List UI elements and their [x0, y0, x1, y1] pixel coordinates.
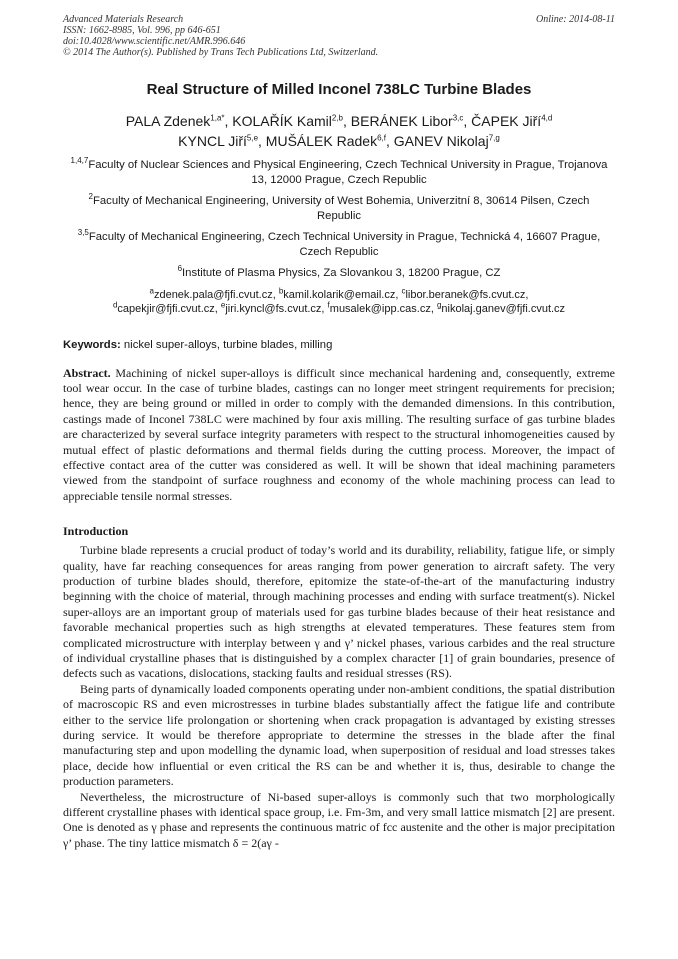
abstract-text: Machining of nickel super-alloys is difficult since mechanical hardening and, consequently, extreme tool wear occur. In the case of turbine blades, castings can no longer meet stringent requirements for precision; hence, they are being ground or milled in order to comply with the demanded dimensions. In this contribution, castings made of Inconel 738LC were machined by four axis milling. The resulting surface of gas turbine blades are characterized by several surface integrity parameters with respect to the structural inhomogeneities caused by mutual effect of plastic deformations and thermal fields during the cutting process. Moreover, the impact of effective contact area of the cutter was considered as well. It will be shown that ideal machining parameters viewed from the standpoint of surface roughness and economy of the whole machining process can lead to appreciable tensile normal stresses. — [63, 365, 615, 503]
section-heading-introduction: Introduction — [63, 524, 129, 539]
online-date: Online: 2014-08-11 — [536, 14, 615, 25]
email-sup: b — [278, 285, 284, 295]
email-sup: a — [149, 285, 154, 295]
author-separator: , — [343, 113, 351, 129]
doi-line: doi:10.4028/www.scientific.net/AMR.996.646 — [63, 36, 246, 47]
affiliation-sup: 3,5 — [77, 228, 89, 238]
author-name: ČAPEK Jiří — [471, 113, 542, 129]
affiliation — [63, 158, 615, 187]
author-line-2 — [63, 131, 615, 151]
keywords-label: Keywords: — [63, 338, 121, 351]
author-name: KOLAŘÍK Kamil — [232, 113, 332, 129]
author-sup: 1,a* — [210, 113, 225, 123]
email-address: libor.beranek@fs.cvut.cz, — [405, 288, 529, 301]
author-separator: , — [224, 113, 233, 129]
email-list — [63, 285, 615, 317]
intro-paragraph: Nevertheless, the microstructure of Ni-based super-alloys is commonly such that two morphologically different crystalline phases with identical space group, i.e. Fm-3m, and very small lattice mismatch [2] are present. One is denoted as γ phase and represents the continuous matric of fcc austenite and the other is major precipitation γ’ phase. The tiny lattice mismatch δ = 2(aγ - — [63, 789, 615, 850]
affiliation-list — [63, 158, 615, 281]
email-address: nikolaj.ganev@fjfi.cvut.cz — [441, 303, 566, 315]
author-sup: 5,e — [246, 133, 259, 143]
introduction-body — [63, 543, 615, 851]
email-line-2 — [63, 302, 615, 317]
email-address: musalek@ipp.cas.cz, — [329, 303, 437, 315]
keywords-text: nickel super-alloys, turbine blades, milling — [120, 338, 333, 351]
author-name: MUŠÁLEK Radek — [265, 133, 378, 149]
abstract — [63, 366, 615, 505]
journal-header — [63, 14, 615, 58]
author-separator: , — [463, 113, 472, 129]
affiliation-sup: 1,4,7 — [70, 156, 89, 166]
author-name: BERÁNEK Libor — [350, 113, 453, 129]
email-address: jiri.kyncl@fs.cvut.cz, — [225, 303, 328, 315]
email-sup: e — [220, 300, 226, 310]
email-address: zdenek.pala@fjfi.cvut.cz, — [153, 288, 279, 301]
email-address: kamil.kolarik@email.cz, — [283, 288, 402, 301]
keywords — [63, 339, 615, 351]
author-line-1 — [63, 111, 615, 131]
author-list — [63, 111, 615, 151]
affiliation-text: Faculty of Mechanical Engineering, University of West Bohemia, Univerzitní 8, 30614 Pilsen, Czech Republic — [92, 195, 590, 222]
affiliation-sup: 6 — [177, 264, 183, 274]
journal-name: Advanced Materials Research — [63, 14, 184, 25]
affiliation-sup: 2 — [88, 192, 93, 202]
paper-title: Real Structure of Milled Inconel 738LC Turbine Blades — [146, 81, 532, 98]
paper-page — [63, 14, 615, 851]
intro-paragraph: Being parts of dynamically loaded components operating under non-ambient conditions, the spatial distribution of macroscopic RS and even microstresses in turbine blades substantially affect the fatigue life and contribute either to the service life prolongation or shortening when crack propagation is advantaged by existing stresses during service. It would be therefore appropriate to determine the stresses in the blade after the final manufacturing step and upon modelling the dynamic load, when superposition of residual and load stresses takes place, decide how influential or even critical the RS can be and whether it is, thus, desirable to change the production parameters. — [63, 681, 615, 789]
email-address: capekjir@fjfi.cvut.cz, — [117, 303, 221, 315]
author-name: GANEV Nikolaj — [393, 133, 489, 149]
author-name: KYNCL Jiří — [178, 133, 247, 149]
affiliation — [63, 266, 615, 281]
email-sup: g — [436, 300, 442, 310]
affiliation — [63, 194, 615, 223]
issn-line: ISSN: 1662-8985, Vol. 996, pp 646-651 — [63, 25, 221, 36]
abstract-label: Abstract. — [63, 365, 111, 380]
intro-paragraph: Turbine blade represents a crucial product of today’s world and its durability, reliability, fatigue life, or simply quality, have far reaching consequences for areas ranging from power generation to aircraft safety. The very production of turbine blades should, therefore, epitomize the state-of-the-art of the manufacturing industry beginning with the choice of material, through machining processes and ending with surface treatment(s). Nickel super-alloys are an important group of materials used for gas turbine blades because of their heat resistance and favorable mechanical properties such as high strengths at elevated temperatures. These features stem from complicated microstructure with interplay between γ and γ’ nickel phases, various carbides and the real structure of individual crystalline phases that is distinguished by a complex character [1] of grain boundaries, presence of defects such as vacations, dislocations, stacking faults and residual stresses (RS). — [63, 543, 615, 681]
copyright-line: © 2014 The Author(s). Published by Trans Tech Publications Ltd, Switzerland. — [63, 47, 379, 58]
affiliation-text: Faculty of Nuclear Sciences and Physical Engineering, Czech Technical University in Prague, Trojanova 13, 12000 Prague, Czech Republic — [88, 159, 608, 186]
author-name: PALA Zdenek — [125, 113, 211, 129]
author-sup: 7,g — [488, 133, 500, 143]
email-sup: f — [327, 300, 330, 310]
author-separator: , — [385, 133, 394, 149]
author-sup: 3,c — [452, 113, 464, 123]
affiliation-text: Faculty of Mechanical Engineering, Czech Technical University in Prague, Technická 4, 16607 Prague, Czech Republic — [88, 231, 601, 258]
author-separator: , — [258, 133, 266, 149]
affiliation-text: Institute of Plasma Physics, Za Slovankou 3, 18200 Prague, CZ — [182, 267, 501, 279]
email-sup: c — [401, 285, 406, 295]
affiliation — [63, 230, 615, 259]
email-line-1 — [63, 285, 615, 303]
author-sup: 2,b — [331, 113, 343, 123]
email-sup: d — [112, 300, 118, 310]
author-sup: 4,d — [541, 113, 553, 123]
author-sup: 6,f — [377, 133, 386, 143]
